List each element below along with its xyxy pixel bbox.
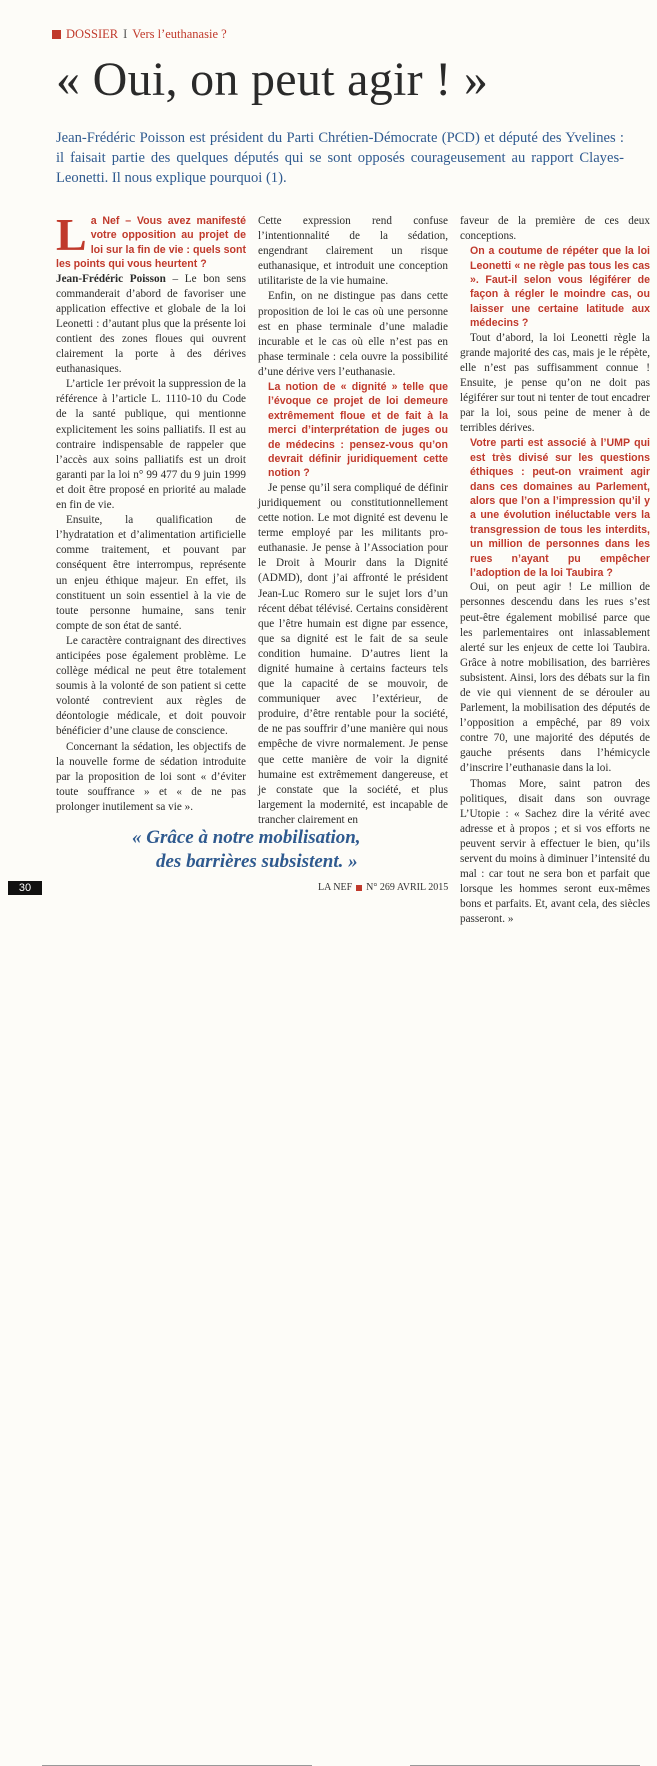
question-2: La notion de « dignité » telle que l’évoque ce projet de loi demeure extrêmement floue et de fait à la merci d’interprétation de juges ou de médecins : pensez-vous qu’on devrait définir juridiquement cette notion ? xyxy=(268,381,448,480)
answer-paragraph: Je pense qu’il sera compliqué de définir juridiquement ou constitutionnellement cette notion. Le mot dignité est devenu le terme employé par les militants pro-euthanasie. Je pense à l’Association pour le Droit à Mourir dans la Dignité (ADMD), dont j’ai affronté le président Jean-Luc Romero sur le sujet lors d’un récent débat télévisé. Certains considèrent que l’être humain est digne par essence, que sa dignité est le fait de sa seule condition humaine. D’autres lient la dignité humaine à certains facteurs tels que la capacité de se mouvoir, de communiquer avec l’extérieur, de produire, d’être rentable pour la société, de ne pas souffrir d’une manière qui nous empêche de vivre normalement. Je pense que cette manière de voir la dignité humaine est extrêmement dangereuse, et je constate que la société, et plus largement la modernité, est incapable de trancher clairement en xyxy=(258,481,448,826)
magazine-name: LA NEF xyxy=(318,882,353,893)
issue-info: N° 269 AVRIL 2015 xyxy=(366,882,449,893)
column-3 xyxy=(460,214,650,926)
answer-paragraph: Thomas More, saint patron des politiques, disait dans son ouvrage L’Utopie : « Sachez dire la vérité avec adresse et à propos ; et si vos efforts ne peuvent servir à effectuer le bien, qu’ils servent du moins à diminuer l’intensité du mal : car tout ne sera bon et parfait que lorsque les hommes seront eux-mêmes bons et parfaits. Et, avant cela, des siècles passeront. » xyxy=(460,777,650,926)
answer-paragraph: Oui, on peut agir ! Le million de personnes descendu dans les rues s’est peut-être également mobilisé parce que les parlementaires ont inlassablement alerté sur les enjeux de cette loi Taubira. Grâce à notre mobilisation, des barrières subsistent. Ainsi, lors des débats sur la fin de vie qui viennent de se dérouler au Parlement, la mobilisation des députés de l’opposition a empêché, par 89 voix contre 70, une majorité des députés de gauche présents dans l’hémicycle d’inscrire l’euthanasie dans la loi. xyxy=(460,581,650,775)
answer-paragraph: Jean-Frédéric Poisson – Le bon sens commanderait d’abord de favoriser une application effective et globale de la loi Leonetti : d’autant plus que la présente loi contient des zones floues qui ouvrent clairement la porte à des dérives euthanasiques. xyxy=(56,272,246,376)
section-square-icon xyxy=(52,30,61,39)
answer-paragraph: faveur de la première de ces deux conceptions. xyxy=(460,215,650,243)
answer-paragraph: Tout d’abord, la loi Leonetti règle la grande majorité des cas, mais je le répète, elle n’est pas suffisamment connue ! Ensuite, je pense qu’on ne doit pas légiférer sur tout ni tenter de tout encadrer par la loi, sous peine de mener à de terribles dérives. xyxy=(460,331,650,435)
footer-square-icon xyxy=(356,885,362,891)
pull-quote xyxy=(132,826,361,874)
footer-publication xyxy=(318,882,448,893)
section-label: DOSSIER xyxy=(66,27,119,41)
article-lead: Jean-Frédéric Poisson est président du Parti Chrétien-Démocrate (PCD) et député des Yvelines : il faisait partie des quelques députés qui se sont opposés courageusement au rapport Clayes-Leonetti. Il nous explique pourquoi (1). xyxy=(56,130,624,186)
answer-paragraph: Ensuite, la qualification de l’hydratation et d’alimentation artificielle comme traitement, et pouvant par conséquent être interrompus, représente un enjeu éthique majeur. En effet, ils constituent un soin essentiel à la vie de toute personne humaine, sans tenir compte de son état de santé. xyxy=(56,514,246,632)
answer-paragraph: L’article 1er prévoit la suppression de la référence à l’article L. 1110-10 du Code de la santé publique, qui mentionne explicitement les soins palliatifs. Il est au contraire indispensable de rappeler que l’accès aux soins palliatifs est un droit garanti par la loi n° 99 477 du 9 juin 1999 et doit être proposé en priorité au malade en fin de vie. xyxy=(56,378,246,512)
question-4: Votre parti est associé à l’UMP qui est très divisé sur les questions éthiques : peut-on vraiment agir dans ces domaines au Parlement, alors que l’on a l’impression qu’il y a une évolution inéluctable vers la transgression de tous les interdits, un million de personnes dans les rues n’ayant pu empêcher l’adoption de la loi Taubira ? xyxy=(470,437,650,579)
answer-paragraph: Concernant la sédation, les objectifs de la nouvelle forme de sédation introduite par la proposition de loi sont « d’éviter toute souffrance » et « de ne pas prolonger inutilement sa vie ». xyxy=(56,740,246,813)
section-topic: Vers l’euthanasie ? xyxy=(132,27,227,41)
column-1 xyxy=(56,209,246,813)
pull-quote-line: des barrières subsistent. » xyxy=(156,851,358,872)
answer-paragraph: Enfin, on ne distingue pas dans cette proposition de loi le cas où une personne est en phase terminale d’une maladie incurable et le cas où elle n’est pas en phase terminale : cela ouvre la possibilité d’une dérive vers l’euthanasie. xyxy=(258,290,448,378)
article-title: « Oui, on peut agir ! » xyxy=(56,53,489,106)
column-2 xyxy=(258,214,448,826)
answer-paragraph: Cette expression rend confuse l’intentionnalité de la sédation, engendrant clairement un risque euthanasique, et introduit une conception utilitariste de la vie humaine. xyxy=(258,215,448,288)
drop-cap: L xyxy=(56,209,87,260)
question-3: On a coutume de répéter que la loi Leonetti « ne règle pas tous les cas ». Faut-il selon vous légiférer de façon à régler le moindre cas, ou laisser une certaine latitude aux médecins ? xyxy=(470,245,650,330)
page-number: 30 xyxy=(8,881,42,895)
question-1: La Nef – Vous avez manifesté votre opposition au projet de loi sur la fin de vie : quels sont les points qui vous heurtent ? xyxy=(56,209,246,271)
section-kicker xyxy=(52,27,227,42)
speaker-name: Jean-Frédéric Poisson xyxy=(56,272,166,285)
page-footer xyxy=(0,879,657,908)
answer-paragraph: Le caractère contraignant des directives anticipées pose également problème. Le collège médical ne peut être totalement soumis à la volonté de son patient si cette volonté contrevient aux règles de déontologie médicale, et doit pouvoir bénéficier d’une clause de conscience. xyxy=(56,634,246,738)
section-separator: I xyxy=(123,27,128,41)
pull-quote-line: « Grâce à notre mobilisation, xyxy=(132,827,361,848)
